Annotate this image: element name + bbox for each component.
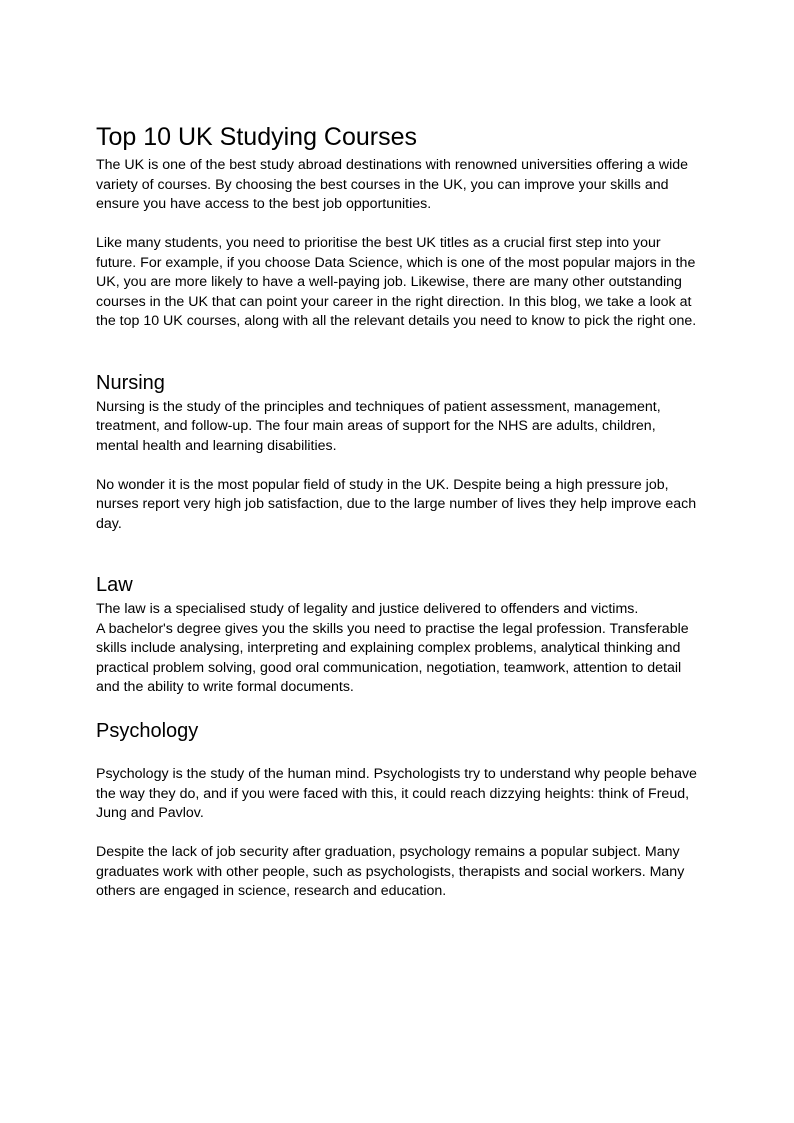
nursing-paragraph-2: No wonder it is the most popular field of study in the UK. Despite being a high pressure job, nurses report very high job satisfaction, due to the large number of lives they help improve each day. bbox=[96, 476, 697, 532]
law-paragraph-1: The law is a specialised study of legality and justice delivered to offenders and victims. bbox=[96, 601, 639, 617]
nursing-paragraph-1: Nursing is the study of the principles and techniques of patient assessment, management, treatment, and follow-up. The four main areas of support for the NHS are adults, children, mental health and learning disabilities. bbox=[96, 398, 661, 454]
document-title: Top 10 UK Studying Courses bbox=[96, 123, 418, 151]
law-paragraph-2: A bachelor's degree gives you the skills you need to practise the legal profession. Transferable skills include analysing, interpreting and explaining complex problems, analytical thinking and practical problem solving, good oral communication, negotiation, teamwork, attention to detail and the ability to write formal documents. bbox=[96, 620, 689, 695]
section-heading-nursing: Nursing bbox=[96, 371, 165, 394]
section-heading-law: Law bbox=[96, 574, 133, 596]
psychology-paragraph-2: Despite the lack of job security after graduation, psychology remains a popular subject. Many graduates work with other people, such as psychologists, therapists and social workers. Many others are engaged in science, research and education. bbox=[96, 844, 685, 899]
section-heading-psychology: Psychology bbox=[96, 719, 199, 742]
psychology-paragraph-1: Psychology is the study of the human mind. Psychologists try to understand why people behave the way they do, and if you were faced with this, it could reach dizzying heights: think of Freud, Jung and Pavlov. bbox=[96, 766, 697, 821]
intro-paragraph-1: The UK is one of the best study abroad destinations with renowned universities offering a wide variety of courses. By choosing the best courses in the UK, you can improve your skills and ensure you have access to the best job opportunities. bbox=[96, 157, 689, 212]
section-nursing bbox=[96, 368, 702, 535]
document-page bbox=[96, 118, 702, 902]
section-psychology bbox=[96, 716, 702, 902]
section-law bbox=[96, 570, 702, 698]
intro-paragraph-2: Like many students, you need to prioritise the best UK titles as a crucial first step into your future. For example, if you choose Data Science, which is one of the most popular majors in the UK, you are more likely to have a well-paying job. Likewise, there are many other outstanding courses in the UK that can point your career in the right direction. In this blog, we take a look at the top 10 UK courses, along with all the relevant details you need to know to pick the right one. bbox=[96, 235, 697, 329]
